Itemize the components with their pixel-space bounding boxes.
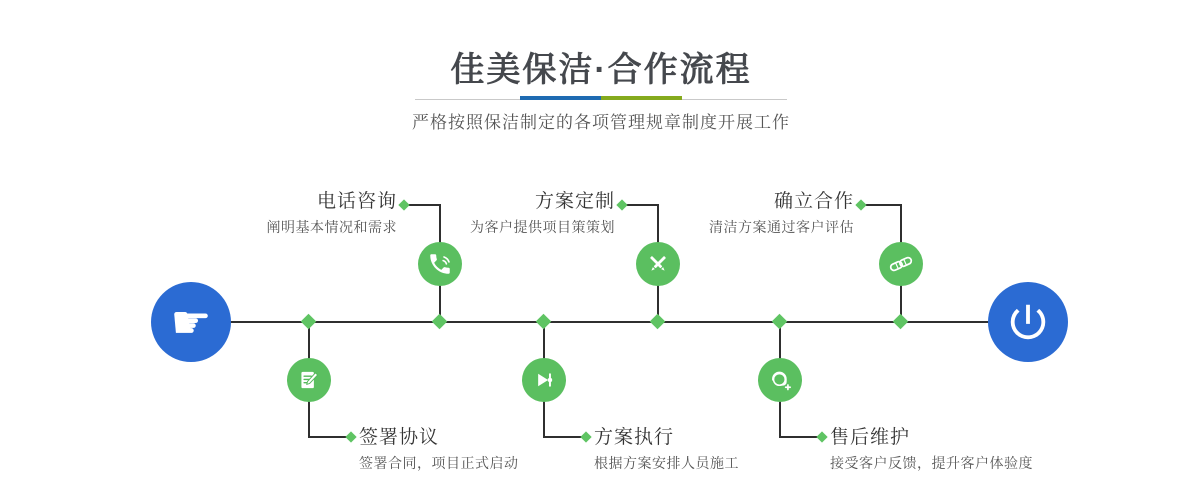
timeline-node-diamond (301, 314, 317, 330)
contract-icon (296, 367, 322, 393)
timeline-node-diamond (650, 314, 666, 330)
step-title: 电话咨询 (316, 191, 397, 212)
step-desc: 根据方案安排人员施工 (594, 455, 739, 471)
connector-horizontal (309, 436, 347, 438)
title-divider-blue-segment (520, 96, 601, 100)
page-subtitle: 严格按照保洁制定的各项管理规章制度开展工作 (412, 113, 790, 132)
timeline-line (230, 321, 990, 323)
step-icon-circle (758, 358, 802, 402)
step-title: 售后维护 (830, 427, 911, 448)
step-icon-circle (522, 358, 566, 402)
phone-icon (427, 251, 453, 277)
step-desc: 清洁方案通过客户评估 (709, 219, 854, 235)
label-diamond (616, 199, 627, 210)
step-desc: 阐明基本情况和需求 (266, 219, 397, 235)
step-label (470, 190, 615, 235)
label-diamond (855, 199, 866, 210)
timeline-node-diamond (432, 314, 448, 330)
step-title: 方案执行 (594, 427, 675, 448)
handshake-icon (887, 250, 915, 278)
crossed-pencils-icon (645, 251, 671, 277)
headset-plus-icon (767, 367, 794, 394)
step-label (709, 190, 854, 235)
step-title: 确立合作 (773, 191, 854, 212)
title-divider-green-segment (601, 96, 682, 100)
step-title: 方案定制 (534, 191, 615, 212)
power-icon (1005, 299, 1051, 345)
connector-horizontal (861, 204, 901, 206)
step-title: 签署协议 (359, 427, 440, 448)
step-icon-circle (636, 242, 680, 286)
step-label (830, 426, 1033, 471)
page-title: 佳美保洁·合作流程 (450, 51, 752, 89)
step-label (267, 190, 398, 235)
step-desc: 为客户提供项目策策划 (470, 219, 615, 235)
step-desc: 接受客户反馈，提升客户体验度 (830, 455, 1033, 471)
start-node (151, 282, 231, 362)
label-diamond (816, 431, 827, 442)
play-slider-icon (531, 367, 557, 393)
step-label (359, 426, 519, 471)
label-diamond (398, 199, 409, 210)
step-icon-circle (418, 242, 462, 286)
step-icon-circle (287, 358, 331, 402)
label-diamond (580, 431, 591, 442)
timeline-node-diamond (893, 314, 909, 330)
step-icon-circle (879, 242, 923, 286)
connector-horizontal (544, 436, 582, 438)
step-label (594, 426, 739, 471)
hand-pointing-right-icon: ☛ (170, 295, 212, 349)
timeline-node-diamond (772, 314, 788, 330)
label-diamond (345, 431, 356, 442)
end-node (988, 282, 1068, 362)
step-desc: 签署合同，项目正式启动 (359, 455, 519, 471)
connector-horizontal (780, 436, 818, 438)
timeline-node-diamond (536, 314, 552, 330)
